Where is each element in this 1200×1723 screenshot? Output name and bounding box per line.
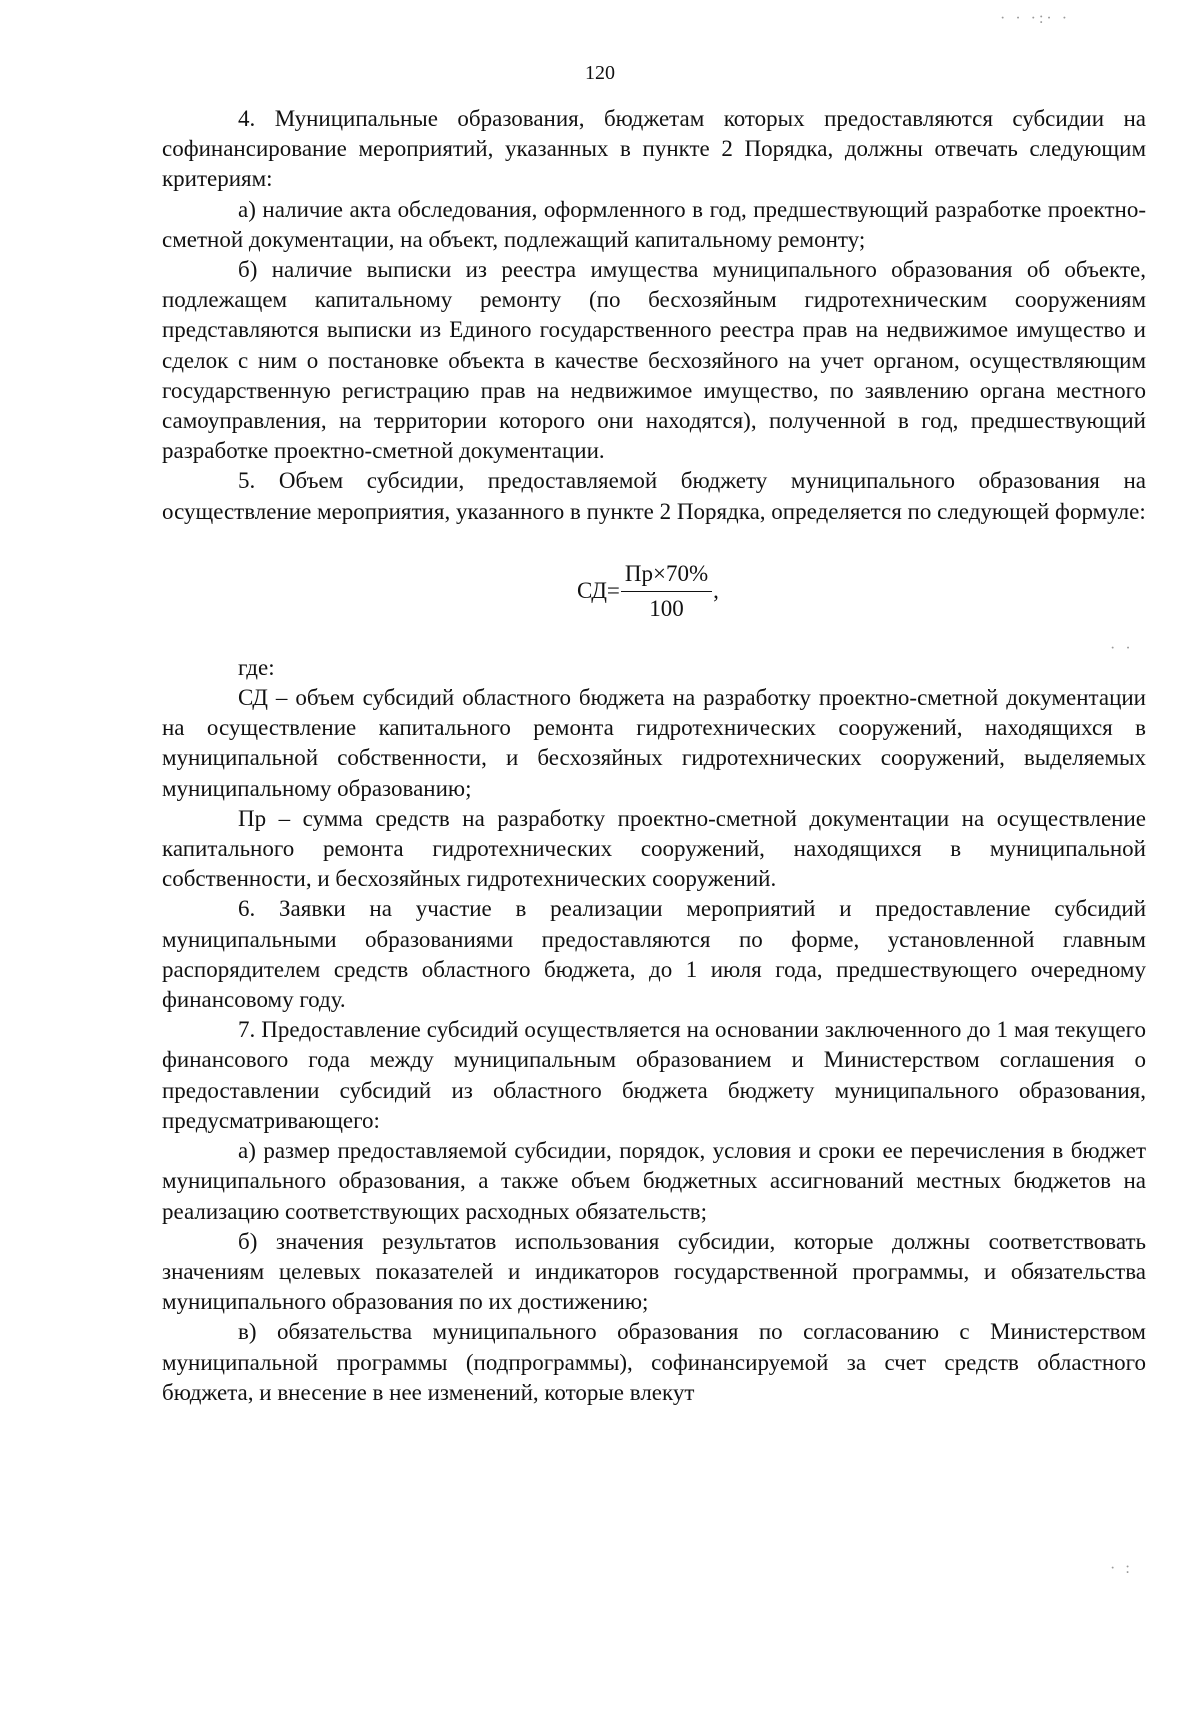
paragraph-7b: б) значения результатов использования субсидии, которые должны соответствовать значениям целевых показателей и индикаторов государственной программы, и обязательства муниципального образования по их достижению; [162, 1228, 1146, 1315]
scan-noise: · · ·:· · [1000, 10, 1071, 27]
paragraph-7a: а) размер предоставляемой субсидии, порядок, условия и сроки ее перечисления в бюджет муниципального образования, а также объем бюджетных ассигнований местных бюджетов на реализацию соответствующих расходных обязательств; [162, 1138, 1146, 1224]
subsidy-formula [162, 549, 1146, 635]
paragraph-7v: в) обязательства муниципального образования по согласованию с Министерством муниципальной программы (подпрограммы), софинансируемой за счет средств областного бюджета, и внесение в нее изменений, которые влекут [162, 1319, 1146, 1405]
definition-sd: СД – объем субсидий областного бюджета на разработку проектно-сметной документации на осуществление капитального ремонта гидротехнических сооружений, находящихся в муниципальной собственности, и бесхозяйных гидротехнических сооружений, выделяемых муниципальному образованию; [162, 685, 1146, 801]
formula-numerator: Пр×70% [621, 559, 712, 592]
paragraph-4: 4. Муниципальные образования, бюджетам которых предоставляются субсидии на софинансирование мероприятий, указанных в пункте 2 Порядка, должны отвечать следующим критериям: [162, 106, 1146, 192]
where-label: где: [238, 654, 275, 680]
formula-lhs: СД= [577, 578, 620, 604]
formula-fraction [621, 559, 712, 624]
formula-denominator: 100 [649, 596, 684, 622]
paragraph-7: 7. Предоставление субсидий осуществляется на основании заключенного до 1 мая текущего финансового года между муниципальным образованием и Министерством соглашения о предоставлении субсидий из областного бюджета бюджету муниципального образования, предусматривающего: [162, 1017, 1146, 1133]
paragraph-5: 5. Объем субсидии, предоставляемой бюджету муниципального образования на осуществление мероприятия, указанного в пункте 2 Порядка, определяется по следующей формуле: [162, 468, 1146, 524]
scan-noise: · · [1110, 640, 1134, 657]
scan-noise: · : [1110, 1560, 1133, 1577]
paragraph-4a: а) наличие акта обследования, оформленного в год, предшествующий разработке проектно-сметной документации, на объект, подлежащий капитальному ремонту; [162, 196, 1146, 252]
document-body [162, 104, 1146, 1408]
paragraph-4b: б) наличие выписки из реестра имущества муниципального образования об объекте, подлежащем капитальному ремонту (по бесхозяйным гидротехническим сооружениям представляются выписки из Единого государственного реестра прав на недвижимое имущество и сделок с ним о постановке объекта в качестве бесхозяйного на учет органом, осуществляющим государственную регистрацию прав на недвижимое имущество, по заявлению органа местного самоуправления, на территории которого они находятся), полученной в год, предшествующий разработке проектно-сметной документации. [162, 257, 1146, 464]
paragraph-6: 6. Заявки на участие в реализации мероприятий и предоставление субсидий муниципальными образованиями предоставляются по форме, установленной главным распорядителем средств областного бюджета, до 1 июля года, предшествующего очередному финансовому году. [162, 896, 1146, 1013]
definition-pr: Пр – сумма средств на разработку проектно-сметной документации на осуществление капитального ремонта гидротехнических сооружений, находящихся в муниципальной собственности, и бесхозяйных гидротехнических сооружений. [162, 805, 1146, 892]
formula-suffix: , [713, 578, 719, 604]
page-number: 120 [585, 62, 615, 84]
